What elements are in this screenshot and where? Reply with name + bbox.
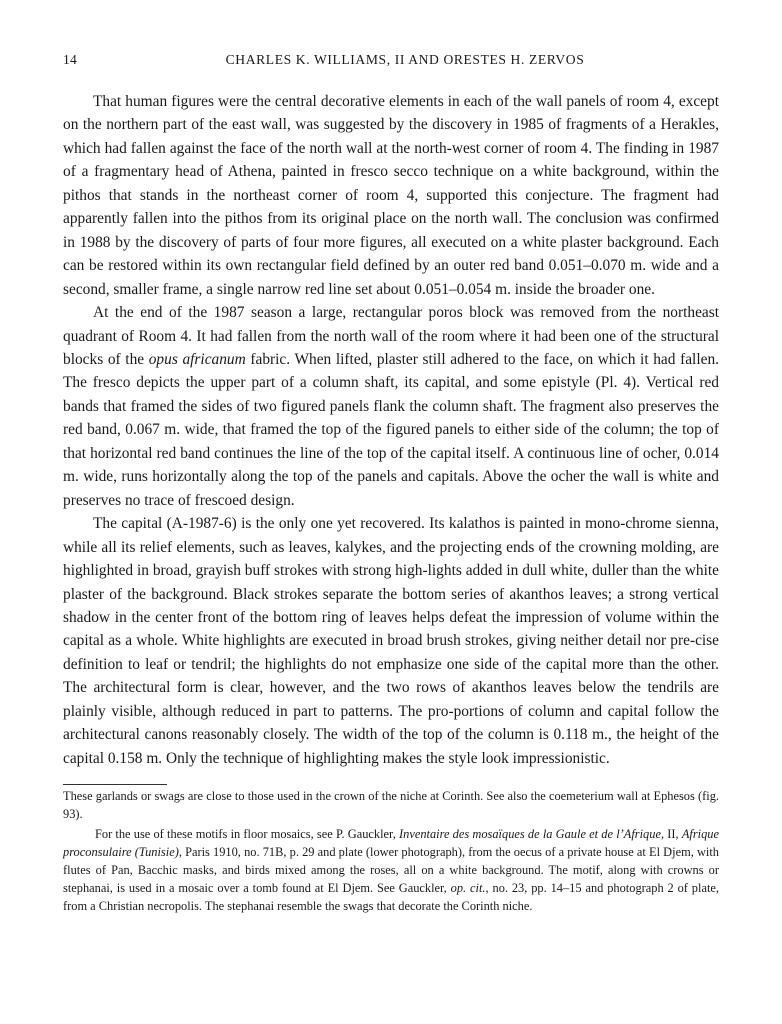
footnote-2-text-a: For the use of these motifs in floor mosaics, see P. Gauckler, xyxy=(95,826,399,841)
paragraph-2-text-a: At the end of the 1987 season a large, rectangular poros block was removed from the northeast quadrant of Room 4. It had fallen from the north wall of the room where it had been one of the structural blocks of the xyxy=(63,304,719,368)
running-head: CHARLES K. WILLIAMS, II AND ORESTES H. ZERVOS xyxy=(225,52,585,67)
footnote-2-italic-c: op. cit. xyxy=(450,880,486,895)
footnote-2-italic-a: Inventaire des mosaïques de la Gaule et de l’Afrique xyxy=(399,826,661,841)
footnote-rule xyxy=(63,784,167,785)
body-text xyxy=(63,90,719,770)
page xyxy=(63,52,719,915)
footnote-2 xyxy=(63,826,719,916)
footnote-1: These garlands or swags are close to those used in the crown of the niche at Corinth. See also the coemeterium wall at Ephesos (fig. 93). xyxy=(63,789,719,822)
paragraph-2-italic: opus africanum xyxy=(148,350,246,368)
footnote-2-text-c: , Paris 1910, no. 71B, p. 29 and plate (lower photograph), from the oecus of a private house at El Djem, with flutes of Pan, Bacchic masks, and birds mixed among the roses, all on a white background. The motif, along with crowns or stephanai, is used in a mosaic over a tomb found at El Djem. See Gauckler, xyxy=(63,844,719,895)
paragraph-3: The capital (A-1987-6) is the only one yet recovered. Its kalathos is painted in mono-chrome sienna, while all its relief elements, such as leaves, kalykes, and the projecting ends of the crowning molding, are highlighted in broad, grayish buff strokes with strong high-lights added in dull white, duller than the white plaster of the background. Black strokes separate the bottom series of akanthos leaves; a strong vertical shadow in the center front of the bottom ring of leaves helps defeat the impression of volume within the capital as a whole. White highlights are executed in broad brush strokes, giving neither detail nor pre-cise definition to leaf or tendril; the highlights do not emphasize one side of the capital more than the other. The architectural form is clear, however, and the two rows of akanthos leaves below the tendrils are plainly visible, although reduced in part to patterns. The pro-portions of column and capital follow the architectural canons reasonably closely. The width of the top of the column is 0.118 m., the height of the capital 0.158 m. Only the technique of highlighting makes the style look impressionistic. xyxy=(63,515,719,767)
footnotes xyxy=(63,788,719,915)
page-header xyxy=(63,52,719,74)
paragraph-1: That human figures were the central decorative elements in each of the wall panels of room 4, except on the northern part of the east wall, was suggested by the discovery in 1985 of fragments of a Herakles, which had fallen against the face of the north wall at the north-west corner of room 4. The finding in 1987 of a fragmentary head of Athena, painted in fresco secco technique on a white background, within the pithos that stands in the northeast corner of room 4, supported this conjecture. The fragment had apparently fallen into the pithos from its original place on the north wall. The conclusion was confirmed in 1988 by the discovery of parts of four more figures, all executed on a white plaster background. Each can be restored within its own rectangular field defined by an outer red band 0.051–0.070 m. wide and a second, smaller frame, a single narrow red line set about 0.051–0.054 m. inside the broader one. xyxy=(63,93,719,298)
footnote-2-text-d: , no. 23, pp. 14–15 and photograph 2 of plate, from a Christian necropolis. The stephanai resemble the swags that decorate the Corinth niche. xyxy=(63,880,719,913)
footnote-2-italic-b: Afrique proconsulaire (Tunisie) xyxy=(63,826,719,859)
paragraph-2-text-b: fabric. When lifted, plaster still adhered to the face, on which it had fallen. The fresco depicts the upper part of a column shaft, its capital, and some epistyle (Pl. 4). Vertical red bands that framed the sides of two figured panels flank the column shaft. The fragment also preserves the red band, 0.067 m. wide, that framed the top of the figured panels to either side of the column; the top of that horizontal red band continues the line of the top of the capital itself. A continuous line of ocher, 0.014 m. wide, runs horizontally along the top of the panels and capitals. Above the ocher the wall is white and preserves no trace of frescoed design. xyxy=(63,350,719,509)
page-number: 14 xyxy=(63,52,77,67)
footnote-2-text-b: , II, xyxy=(660,826,682,841)
paragraph-2 xyxy=(63,301,719,512)
